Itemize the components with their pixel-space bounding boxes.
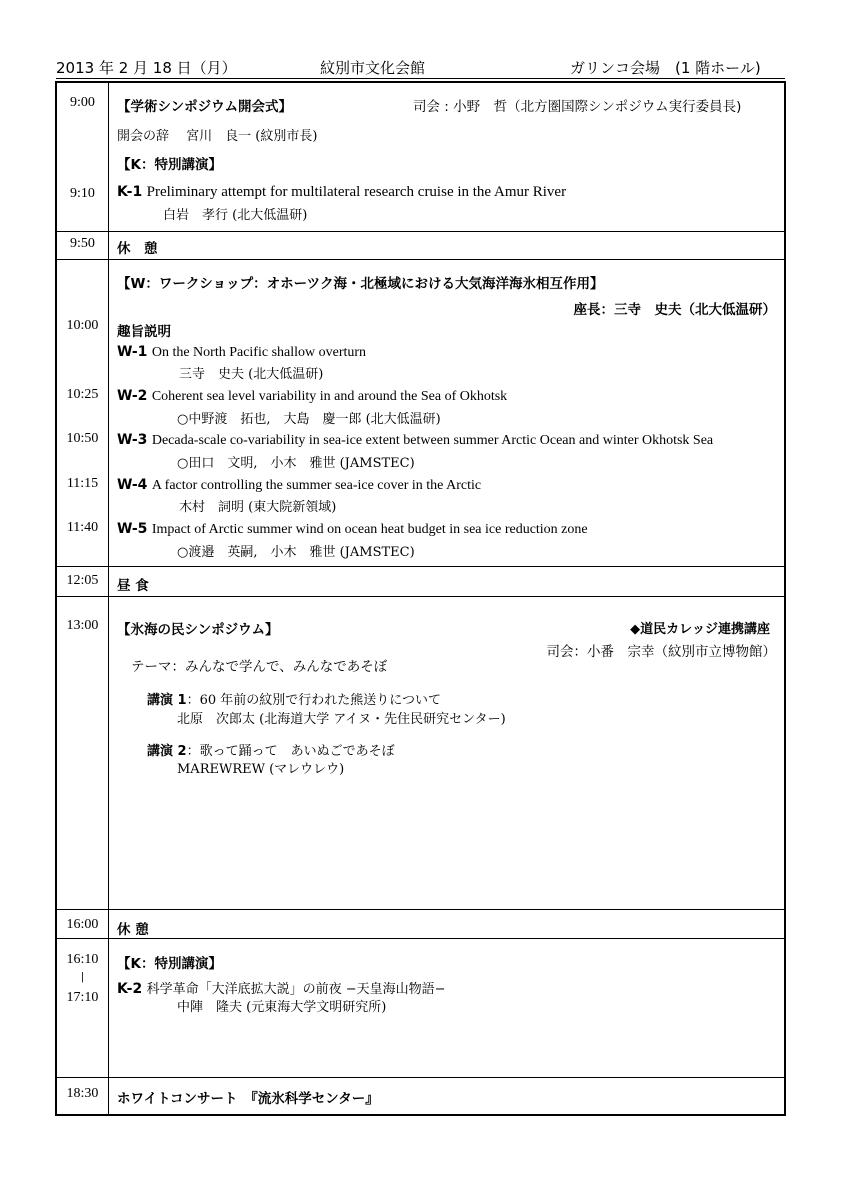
workshop-intro: 趣旨説明 — [117, 324, 171, 340]
talk-code: K-2 — [117, 981, 143, 997]
talk-title: A factor controlling the summer sea-ice cover in the Arctic — [151, 478, 482, 493]
opening-chair: 司会 : 小野 哲（北方圏国際シンポジウム実行委員長) — [413, 99, 742, 115]
lunch-label: 昼 食 — [117, 578, 149, 594]
row-divider — [57, 1077, 784, 1078]
page-header — [56, 57, 783, 79]
lecture-label: 講演 2 — [147, 744, 187, 759]
talk-author: ○中野渡 拓也, 大島 慶一郎 (北大低温研) — [177, 412, 441, 427]
time-cell: 18:30 — [66, 1086, 99, 1101]
lecture-title: ：歌って踊って あいぬごであそぼ — [186, 744, 395, 759]
room-name: ガリンコ会場 (1 階ホール) — [570, 59, 761, 77]
talk-w5 — [117, 521, 588, 538]
concert-label: ホワイトコンサート 『流氷科学センター』 — [117, 1091, 379, 1107]
talk-w4 — [117, 477, 481, 494]
talk-k1 — [117, 184, 566, 201]
row-divider — [57, 259, 784, 260]
time-cell: 10:00 — [66, 318, 99, 333]
talk-author: 三寺 史夫 (北大低温研) — [179, 367, 324, 382]
row-divider — [57, 909, 784, 910]
talk-code: W-4 — [117, 477, 148, 493]
venue-name: 紋別市文化会館 — [320, 59, 426, 77]
talk-w2 — [117, 388, 507, 405]
talk-title: Coherent sea level variability in and around the Sea of Okhotsk — [151, 389, 508, 404]
time-column-divider — [108, 83, 109, 1114]
time-cell: 9:50 — [70, 236, 95, 251]
time-cell: 11:15 — [66, 476, 99, 491]
workshop-chair: 座長：三寺 史夫（北大低温研） — [573, 302, 776, 318]
special-lecture-header: 【K：特別講演】 — [117, 956, 222, 972]
time-cell: 10:25 — [66, 387, 99, 402]
lecture-1 — [147, 689, 441, 708]
talk-author: 中陣 隆夫 (元東海大学文明研究所) — [177, 1000, 387, 1015]
hyokai-chair: 司会：小番 宗幸（紋別市立博物館） — [546, 644, 776, 660]
row-divider — [57, 596, 784, 597]
time-cell: 10:50 — [66, 431, 99, 446]
header-rule — [56, 78, 785, 79]
talk-title: On the North Pacific shallow overturn — [151, 345, 367, 360]
talk-author: 白岩 孝行 (北大低温研) — [163, 208, 308, 223]
time-cell: 11:40 — [66, 520, 99, 535]
talk-code: W-3 — [117, 432, 148, 448]
lecture-author: MAREWREW (マレウレウ) — [177, 762, 345, 777]
time-cell: 9:10 — [70, 186, 95, 201]
talk-title: Decada-scale co-variability in sea-ice extent between summer Arctic Ocean and winter Okhotsk Sea — [151, 433, 714, 448]
talk-title: Impact of Arctic summer wind on ocean heat budget in sea ice reduction zone — [151, 522, 588, 537]
talk-author: 木村 詞明 (東大院新領域) — [179, 500, 337, 515]
talk-w3 — [117, 432, 713, 449]
talk-code: W-5 — [117, 521, 148, 537]
special-lecture-header: 【K：特別講演】 — [117, 157, 222, 173]
row-divider — [57, 566, 784, 567]
time-cell: 17:10 — [66, 990, 99, 1005]
hyokai-title: 【氷海の民シンポジウム】 — [117, 622, 279, 638]
talk-title: Preliminary attempt for multilateral research cruise in the Amur River — [146, 184, 567, 200]
talk-k2 — [117, 978, 446, 997]
talk-author: ○渡邉 英嗣, 小木 雅世 (JAMSTEC) — [177, 545, 415, 560]
lecture-label: 講演 1 — [147, 693, 187, 708]
row-divider — [57, 231, 784, 232]
time-cell: 13:00 — [66, 618, 99, 633]
time-separator: | — [81, 969, 84, 983]
talk-author: ○田口 文明, 小木 雅世 (JAMSTEC) — [177, 456, 415, 471]
event-date: 2013 年 2 月 18 日（月） — [56, 59, 237, 77]
talk-code: W-2 — [117, 388, 148, 404]
row-divider — [57, 938, 784, 939]
talk-title: 科学革命「大洋底拡大説」の前夜 −天皇海山物語− — [146, 982, 446, 997]
opening-title: 【学術シンポジウム開会式】 — [117, 99, 293, 115]
talk-w1 — [117, 344, 366, 361]
hyokai-theme: テーマ：みんなで学んで、みんなであそぼ — [131, 659, 388, 675]
time-cell: 16:00 — [66, 917, 99, 932]
lecture-2 — [147, 740, 395, 759]
schedule-table — [55, 81, 786, 1116]
time-cell: 16:10 — [66, 952, 99, 967]
lecture-author: 北原 次郎太 (北海道大学 アイヌ・先住民研究センター) — [177, 712, 506, 727]
opening-speech: 開会の辞 宮川 良一 (紋別市長) — [117, 129, 318, 144]
workshop-title: 【W：ワークショップ：オホーツク海・北極域における大気海洋海氷相互作用】 — [117, 276, 604, 292]
hyokai-tag: ◆道民カレッジ連携講座 — [630, 622, 770, 637]
talk-code: W-1 — [117, 344, 148, 360]
break-label: 休 憩 — [117, 241, 158, 257]
time-cell: 9:00 — [70, 95, 95, 110]
lecture-title: ：60 年前の紋別で行われた熊送りについて — [186, 693, 441, 708]
break-label: 休 憩 — [117, 922, 149, 938]
talk-code: K-1 — [117, 184, 143, 200]
time-cell: 12:05 — [66, 573, 99, 588]
